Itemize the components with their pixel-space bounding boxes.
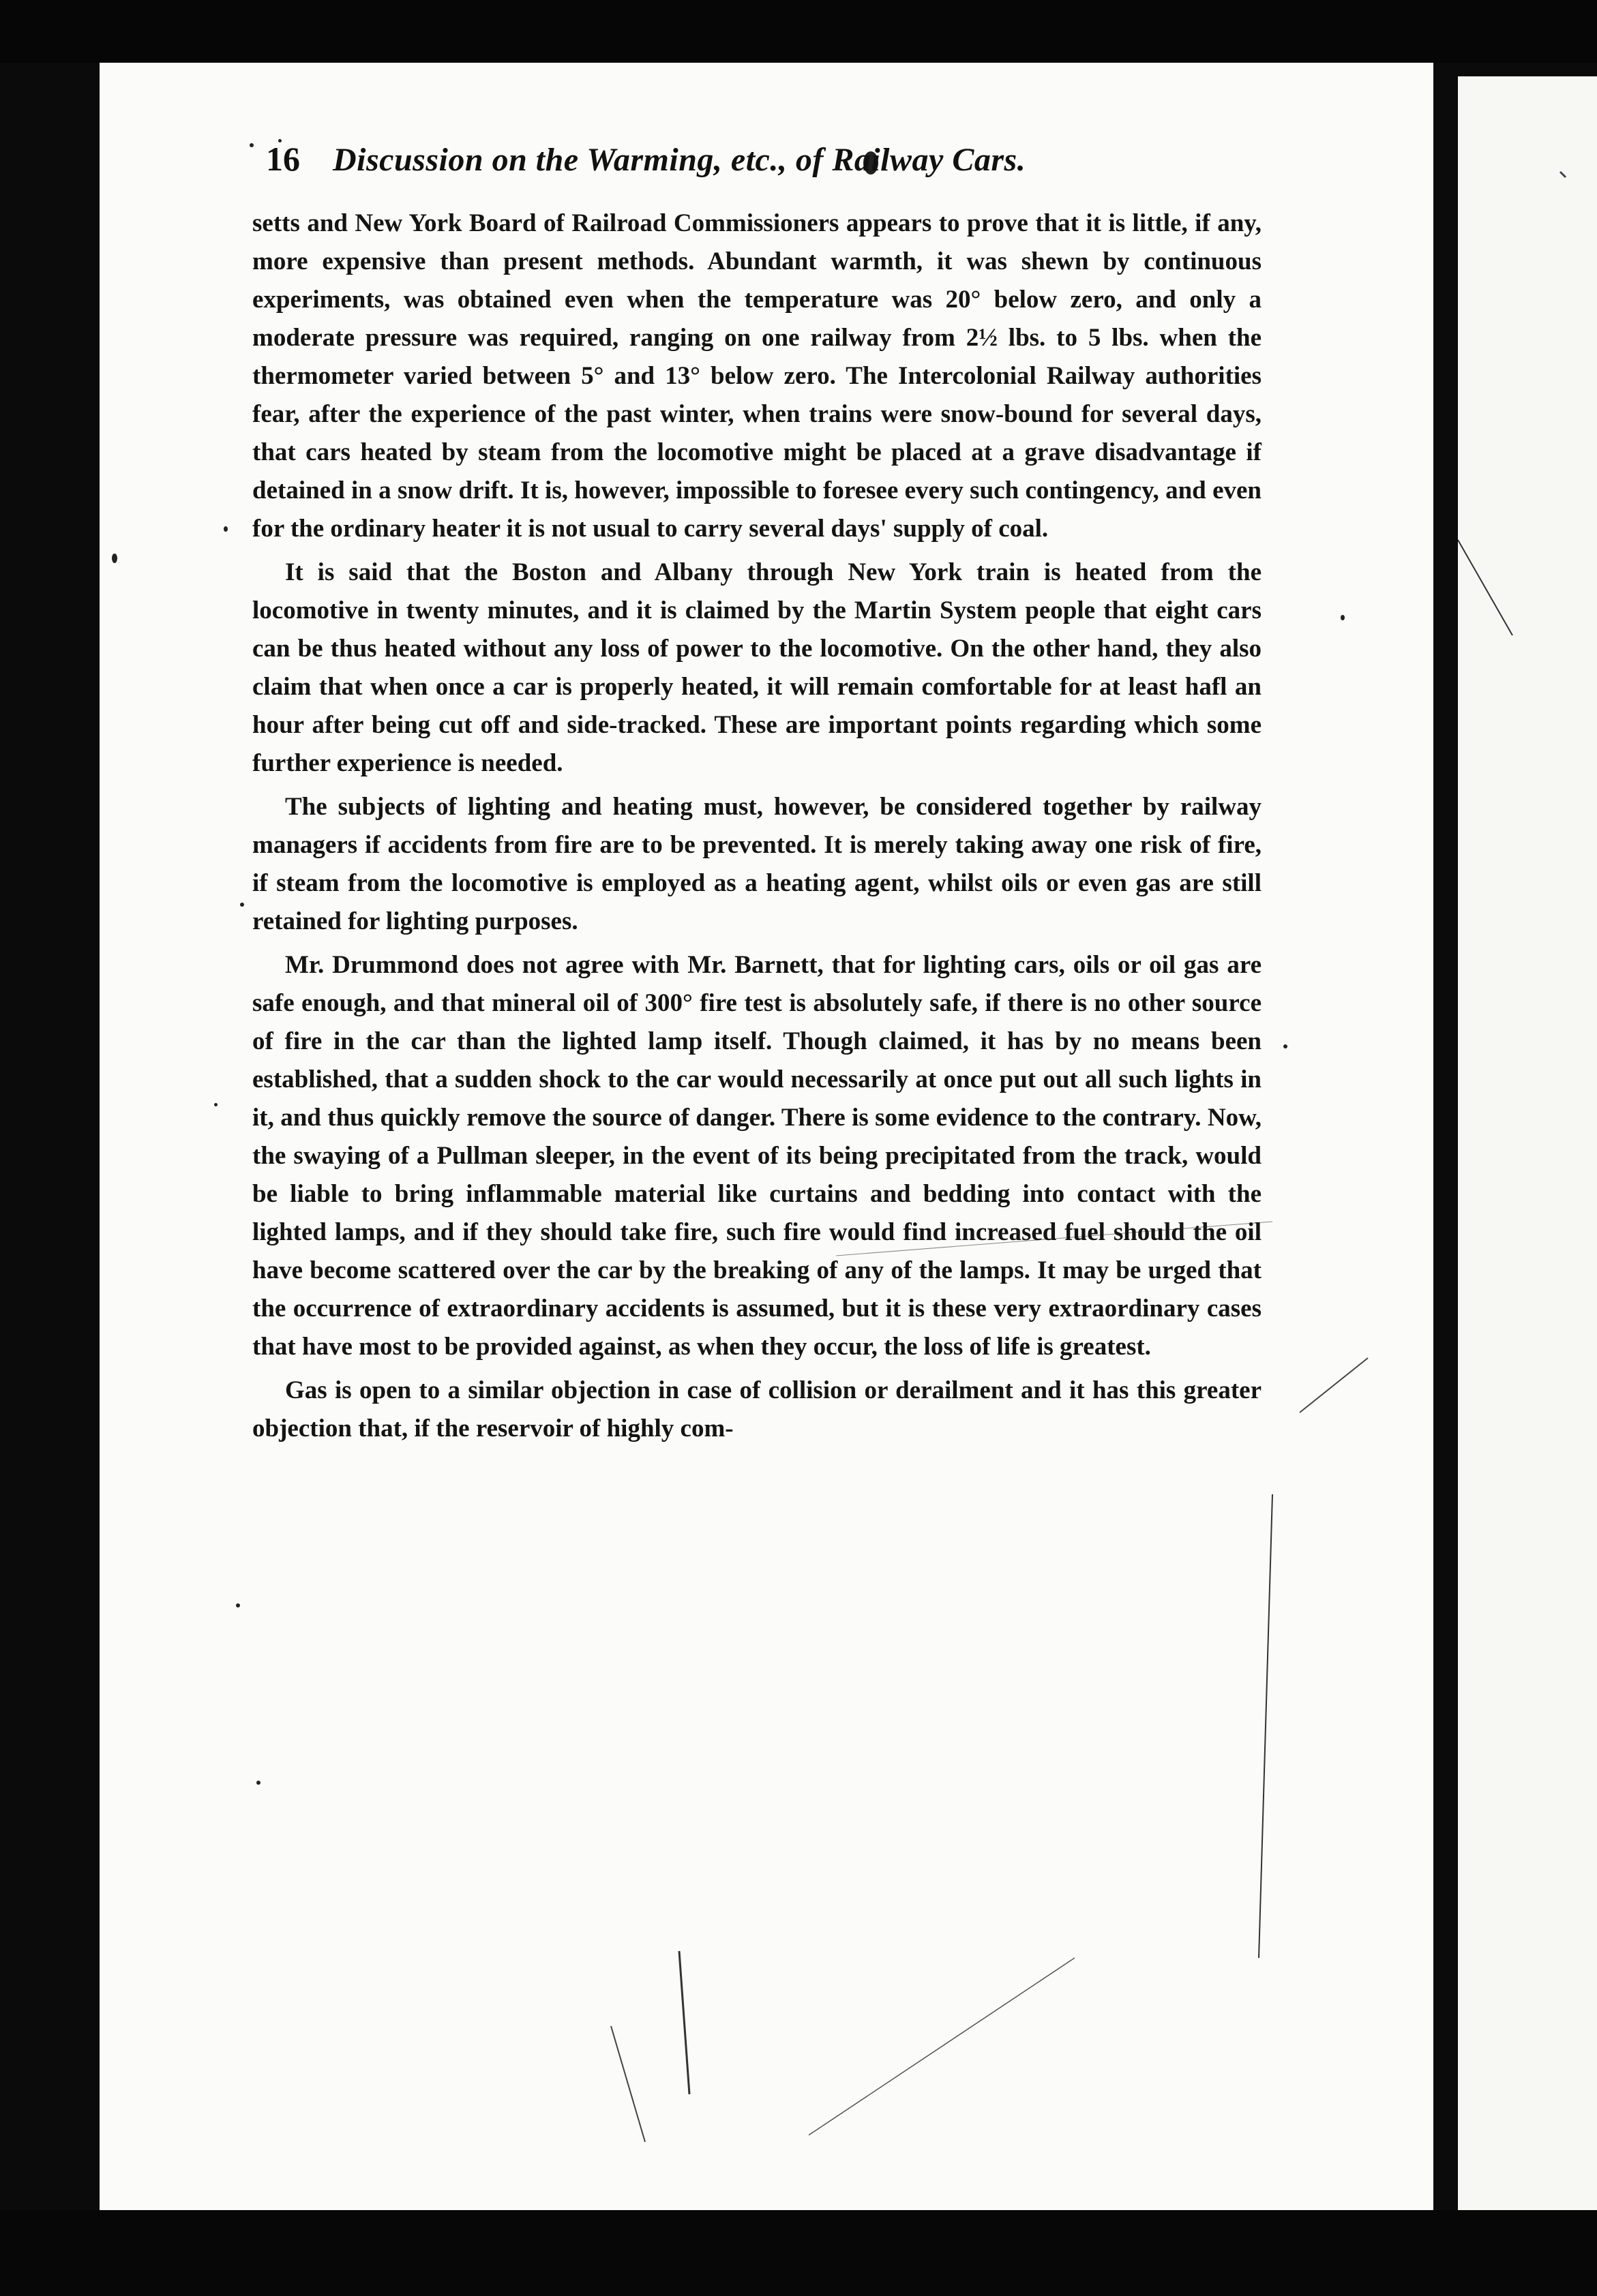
paragraph: The subjects of lighting and heating must, however, be considered together by railway managers if accidents from fire are to be prevented. It is merely taking away one risk of fire, if steam from the locomotive is employed as a heating agent, whilst oils or even gas are still retained for lighting purposes. <box>252 793 1262 935</box>
adjacent-page-edge <box>1458 76 1597 2251</box>
page-number: 16 <box>266 140 300 178</box>
page-header <box>266 139 1262 191</box>
scanned-page <box>100 63 1433 2210</box>
scan-bottom-border <box>0 2210 1597 2296</box>
paragraph: Gas is open to a similar objection in case of collision or derailment and it has this greater objection that, if the reservoir of highly com- <box>252 1376 1262 1442</box>
running-title: Discussion on the Warming, etc., of Railway Cars. <box>333 142 1026 178</box>
body-text <box>252 205 1262 1453</box>
adjacent-page-marks <box>1458 76 1597 2251</box>
scan-top-border <box>0 0 1597 63</box>
paragraph: Mr. Drummond does not agree with Mr. Barnett, that for lighting cars, oils or oil gas are safe enough, and that mineral oil of 300° fire test is absolutely safe, if there is no other source of fire in the car than the lighted lamp itself. Though claimed, it has by no means been established, that a sudden shock to the car would necessarily at once put out all such lights in it, and thus quickly remove the source of danger. There is some evidence to the contrary. Now, the swaying of a Pullman sleeper, in the event of its being precipitated from the track, would be liable to bring inflammable material like curtains and bedding into contact with the lighted lamps, and if they should take fire, such fire would find increased fuel should the oil have become scattered over the car by the breaking of any of the lamps. It may be urged that the occurrence of extraordinary accidents is assumed, but it is these very extraordinary cases that have most to be provided against, as when they occur, the loss of life is greatest. <box>252 951 1262 1361</box>
paragraph: setts and New York Board of Railroad Commissioners appears to prove that it is little, if any, more expensive than present methods. Abundant warmth, it was shewn by continuous experiments, was obtained even when the temperature was 20° below zero, and only a moderate pressure was required, ranging on one railway from 2½ lbs. to 5 lbs. when the thermometer varied between 5° and 13° below zero. The Intercolonial Railway authorities fear, after the experience of the past winter, when trains were snow-bound for several days, that cars heated by steam from the locomotive might be placed at a grave disadvantage if detained in a snow drift. It is, however, impossible to foresee every such contingency, and even for the ordinary heater it is not usual to carry several days' supply of coal. <box>252 209 1262 543</box>
paragraph: It is said that the Boston and Albany through New York train is heated from the locomotive in twenty minutes, and it is claimed by the Martin System people that eight cars can be thus heated without any loss of power to the locomotive. On the other hand, they also claim that when once a car is properly heated, it will remain comfortable for at least hafl an hour after being cut off and side-tracked. These are important points regarding which some further experience is needed. <box>252 558 1262 777</box>
